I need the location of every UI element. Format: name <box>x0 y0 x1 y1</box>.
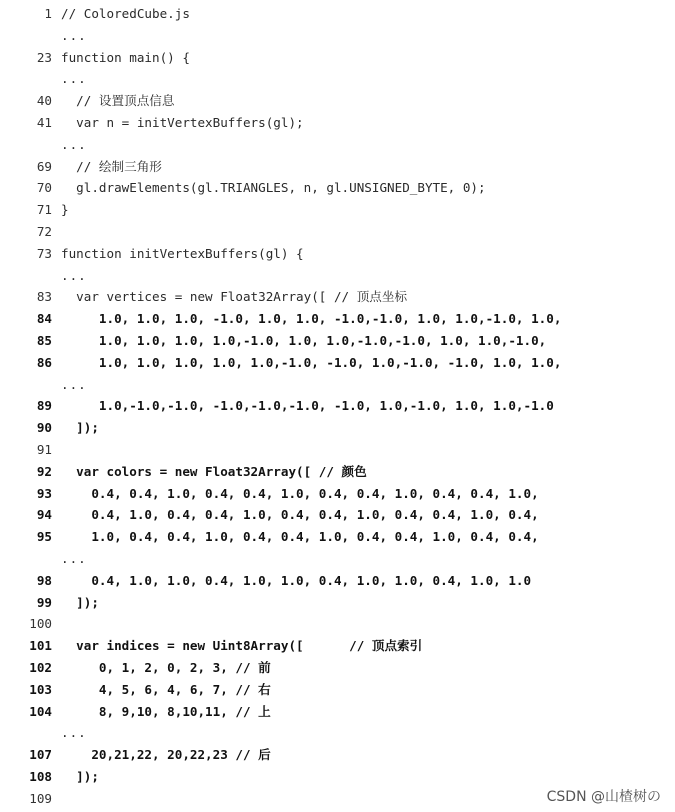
elided-lines-marker <box>0 374 675 396</box>
line-code: ... <box>61 550 87 566</box>
code-line <box>0 417 675 439</box>
code-line <box>0 221 675 243</box>
line-number: 90 <box>36 420 52 436</box>
code-line <box>0 613 675 635</box>
code-line <box>0 243 675 265</box>
code-line <box>0 112 675 134</box>
code-line <box>0 199 675 221</box>
line-code: 1.0,-1.0,-1.0, -1.0,-1.0,-1.0, -1.0, 1.0,-1.0, 1.0, 1.0,-1.0 <box>61 398 554 414</box>
code-line <box>0 592 675 614</box>
code-line <box>0 526 675 548</box>
line-number: 100 <box>29 616 52 632</box>
line-number: 89 <box>36 398 52 414</box>
line-code: var indices = new Uint8Array([ // 顶点索引 <box>61 638 423 654</box>
line-code: 1.0, 0.4, 0.4, 1.0, 0.4, 0.4, 1.0, 0.4, 0.4, 1.0, 0.4, 0.4, <box>61 529 539 545</box>
code-line <box>0 679 675 701</box>
elided-lines-marker <box>0 25 675 47</box>
line-number: 40 <box>36 93 52 109</box>
line-code: // 设置顶点信息 <box>61 93 175 109</box>
line-number: 84 <box>36 311 52 327</box>
line-code: 20,21,22, 20,22,23 // 后 <box>61 747 271 763</box>
line-code: ]); <box>61 594 99 610</box>
line-code: } <box>61 202 69 218</box>
line-code: function initVertexBuffers(gl) { <box>61 245 304 261</box>
line-code: ... <box>61 267 87 283</box>
line-number: 70 <box>36 180 52 196</box>
line-number: 107 <box>29 747 52 763</box>
code-line <box>0 744 675 766</box>
code-line <box>0 635 675 657</box>
line-code: ]); <box>61 768 99 784</box>
line-number: 101 <box>29 638 52 654</box>
line-code: ]); <box>61 420 99 436</box>
line-number: 83 <box>36 289 52 305</box>
line-number: 99 <box>36 594 52 610</box>
line-code: ... <box>61 376 87 392</box>
code-line <box>0 156 675 178</box>
csdn-watermark: CSDN @山楂树の <box>546 789 661 805</box>
line-code: 0.4, 1.0, 1.0, 0.4, 1.0, 1.0, 0.4, 1.0, 1.0, 0.4, 1.0, 1.0 <box>61 572 532 588</box>
elided-lines-marker <box>0 722 675 744</box>
line-code: ... <box>61 136 87 152</box>
line-code: ... <box>61 725 87 741</box>
line-code: // 绘制三角形 <box>61 158 162 174</box>
line-code: 0.4, 0.4, 1.0, 0.4, 0.4, 1.0, 0.4, 0.4, 1.0, 0.4, 0.4, 1.0, <box>61 485 539 501</box>
code-line <box>0 90 675 112</box>
line-number: 69 <box>36 158 52 174</box>
line-code: 1.0, 1.0, 1.0, -1.0, 1.0, 1.0, -1.0,-1.0, 1.0, 1.0,-1.0, 1.0, <box>61 311 562 327</box>
code-line <box>0 657 675 679</box>
line-number: 73 <box>36 245 52 261</box>
line-number: 41 <box>36 114 52 130</box>
code-line <box>0 286 675 308</box>
line-number: 102 <box>29 659 52 675</box>
code-line <box>0 701 675 723</box>
line-number: 94 <box>36 507 52 523</box>
line-code: // ColoredCube.js <box>61 6 190 21</box>
line-code: var vertices = new Float32Array([ // 顶点坐标 <box>61 289 408 305</box>
code-line <box>0 570 675 592</box>
line-code: 4, 5, 6, 4, 6, 7, // 右 <box>61 681 271 697</box>
line-number: 93 <box>36 485 52 501</box>
elided-lines-marker <box>0 265 675 287</box>
code-line <box>0 177 675 199</box>
line-code: gl.drawElements(gl.TRIANGLES, n, gl.UNSIGNED_BYTE, 0); <box>61 180 486 196</box>
line-code: 0, 1, 2, 0, 2, 3, // 前 <box>61 659 271 675</box>
code-line <box>0 3 675 25</box>
code-line <box>0 47 675 69</box>
line-code: 0.4, 1.0, 0.4, 0.4, 1.0, 0.4, 0.4, 1.0, 0.4, 0.4, 1.0, 0.4, <box>61 507 539 523</box>
line-number: 72 <box>36 223 52 239</box>
code-line <box>0 766 675 788</box>
line-number: 104 <box>29 703 52 719</box>
line-code: ... <box>61 27 87 43</box>
line-code: 1.0, 1.0, 1.0, 1.0,-1.0, 1.0, 1.0,-1.0,-1.0, 1.0, 1.0,-1.0, <box>61 332 547 348</box>
line-number: 108 <box>29 768 52 784</box>
line-number: 71 <box>36 202 52 218</box>
line-code: 1.0, 1.0, 1.0, 1.0, 1.0,-1.0, -1.0, 1.0,-1.0, -1.0, 1.0, 1.0, <box>61 354 562 370</box>
code-line <box>0 308 675 330</box>
code-listing <box>0 3 675 809</box>
line-code: function main() { <box>61 49 190 65</box>
line-code: var colors = new Float32Array([ // 颜色 <box>61 463 367 479</box>
line-code: var n = initVertexBuffers(gl); <box>61 114 304 130</box>
line-number: 95 <box>36 529 52 545</box>
code-line <box>0 439 675 461</box>
code-line <box>0 330 675 352</box>
line-number: 92 <box>36 463 52 479</box>
line-number: 103 <box>29 681 52 697</box>
elided-lines-marker <box>0 548 675 570</box>
line-number: 109 <box>29 790 52 806</box>
line-number: 86 <box>36 354 52 370</box>
elided-lines-marker <box>0 134 675 156</box>
line-code: 8, 9,10, 8,10,11, // 上 <box>61 703 271 719</box>
code-line <box>0 483 675 505</box>
line-number: 1 <box>44 6 52 21</box>
elided-lines-marker <box>0 68 675 90</box>
code-line <box>0 461 675 483</box>
code-line <box>0 504 675 526</box>
line-number: 91 <box>36 441 52 457</box>
line-code: ... <box>61 71 87 87</box>
line-number: 85 <box>36 332 52 348</box>
code-line <box>0 352 675 374</box>
line-number: 23 <box>36 49 52 65</box>
code-line <box>0 395 675 417</box>
line-number: 98 <box>36 572 52 588</box>
